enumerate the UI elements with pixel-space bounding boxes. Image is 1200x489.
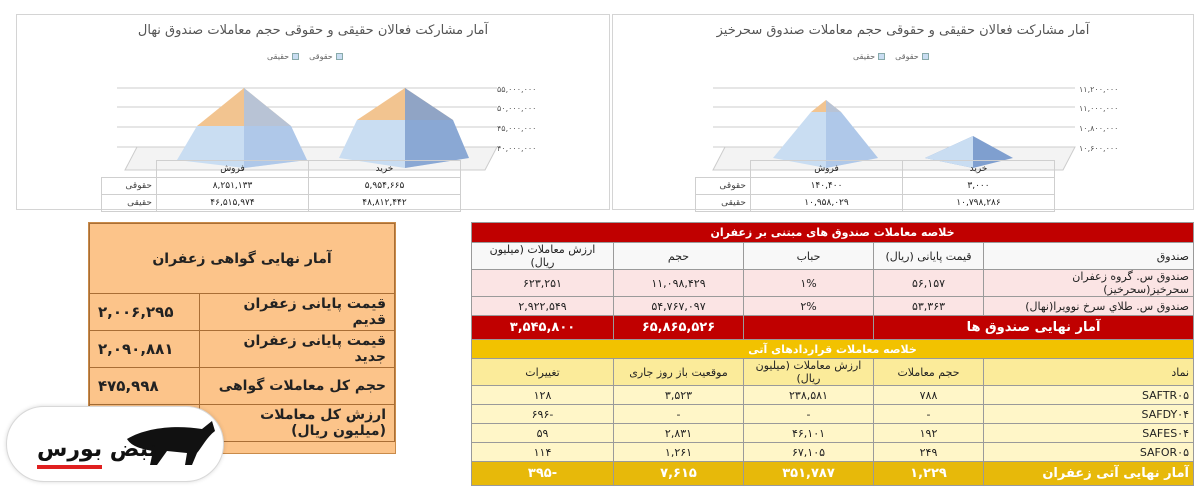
y-tick: ۱۱,۰۰۰,۰۰۰ xyxy=(1079,104,1119,113)
y-tick: ۱۰,۶۰۰,۰۰۰ xyxy=(1079,144,1119,153)
row-label: قیمت پایانی زعفران جدید xyxy=(200,331,395,368)
col-header: حجم معاملات xyxy=(874,359,984,386)
legend-item: حقوقی xyxy=(309,52,333,61)
chart-panel-nahal xyxy=(16,14,610,210)
cell: ۳,۰۰۰ xyxy=(903,178,1055,195)
funds-title: خلاصه معاملات صندوق های مبتنی بر زعفران xyxy=(472,223,1194,243)
funds-futures-table xyxy=(471,222,1194,486)
col-header: ارزش معاملات (میلیون ریال) xyxy=(744,359,874,386)
brand-logo xyxy=(6,406,224,482)
col-header: صندوق xyxy=(984,243,1194,270)
futures-title: خلاصه معاملات قراردادهای آتی xyxy=(472,340,1194,359)
col-header: قیمت پایانی (ریال) xyxy=(874,243,984,270)
table-row: SAFOR۰۵ ۲۴۹ ۶۷,۱۰۵ ۱,۲۶۱ ۱۱۴ xyxy=(472,443,1194,462)
col-header: موقعیت باز روز جاری xyxy=(614,359,744,386)
category-label: فروش xyxy=(157,161,309,178)
legend-item: حقوقی xyxy=(895,52,919,61)
row-label: حجم کل معاملات گواهی xyxy=(200,368,395,405)
col-header: نماد xyxy=(984,359,1194,386)
row-label: حقیقی xyxy=(102,195,157,212)
row-value: ۴۷۵,۹۹۸ xyxy=(90,368,200,405)
logo-text: نبض بورس xyxy=(37,437,157,462)
table-row: صندوق س. گروه زعفران سحرخیز(سحرخیز) ۵۶,۱۵۷ ۱% ۱۱,۰۹۸,۴۲۹ ۶۲۳,۲۵۱ xyxy=(472,270,1194,297)
table-row: صندوق س. طلاي سرخ نوويرا(نهال) ۵۳,۳۶۳ ۲% ۵۴,۷۶۷,۰۹۷ ۲,۹۲۲,۵۴۹ xyxy=(472,297,1194,316)
cell: ۸,۲۵۱,۱۳۳ xyxy=(157,178,309,195)
y-tick: ۵۰,۰۰۰,۰۰۰ xyxy=(497,104,537,113)
chart-title: آمار مشارکت فعالان حقیقی و حقوقی حجم معاملات صندوق نهال xyxy=(137,23,489,38)
cell: ۱۰,۷۹۸,۲۸۶ xyxy=(903,195,1055,212)
logo-underline xyxy=(37,465,102,469)
cell: ۱۰,۹۵۸,۰۲۹ xyxy=(751,195,903,212)
cell: ۴۸,۸۱۲,۴۴۲ xyxy=(309,195,461,212)
category-label: خرید xyxy=(309,161,461,178)
row-value: ۲,۰۰۶,۲۹۵ xyxy=(90,294,200,331)
row-label: حقوقی xyxy=(696,178,751,195)
chart-legend xyxy=(853,52,929,61)
row-label: ارزش کل معاملات (میلیون ریال) xyxy=(200,405,395,442)
y-tick: ۱۰,۸۰۰,۰۰۰ xyxy=(1079,124,1119,133)
cell: ۱۴۰,۴۰۰ xyxy=(751,178,903,195)
certificate-title: آمار نهایی گواهی زعفران xyxy=(90,224,395,294)
legend-item: حقیقی xyxy=(267,52,290,61)
chart-title: آمار مشارکت فعالان حقیقی و حقوقی حجم معاملات صندوق سحرخیز xyxy=(716,23,1090,38)
y-tick: ۵۵,۰۰۰,۰۰۰ xyxy=(497,85,537,94)
row-label: قیمت پایانی زعفران قدیم xyxy=(200,294,395,331)
cell: ۴۶,۵۱۵,۹۷۴ xyxy=(157,195,309,212)
y-tick: ۱۱,۲۰۰,۰۰۰ xyxy=(1079,85,1119,94)
y-tick: ۴۵,۰۰۰,۰۰۰ xyxy=(497,124,537,133)
chart-legend xyxy=(267,52,343,61)
chart-data-table xyxy=(695,160,1055,212)
futures-total-row: آمار نهایی آتی زعفران ۱,۲۲۹ ۳۵۱,۷۸۷ ۷,۶۱۵ -۳۹۵ xyxy=(472,462,1194,486)
col-header: حباب xyxy=(744,243,874,270)
cell: ۵,۹۵۴,۶۶۵ xyxy=(309,178,461,195)
funds-total-row: آمار نهایی صندوق ها ۶۵,۸۶۵,۵۲۶ ۳,۵۴۵,۸۰۰ xyxy=(472,316,1194,340)
table-row: SAFDY۰۴ - - - -۶۹۶ xyxy=(472,405,1194,424)
row-label: حقیقی xyxy=(696,195,751,212)
category-label: خرید xyxy=(903,161,1055,178)
category-label: فروش xyxy=(751,161,903,178)
legend-item: حقیقی xyxy=(853,52,876,61)
col-header: تغییرات xyxy=(472,359,614,386)
row-value: ۲,۰۹۰,۸۸۱ xyxy=(90,331,200,368)
table-row: SAFES۰۴ ۱۹۲ ۴۶,۱۰۱ ۲,۸۳۱ ۵۹ xyxy=(472,424,1194,443)
table-row: SAFTR۰۵ ۷۸۸ ۲۳۸,۵۸۱ ۳,۵۲۳ ۱۲۸ xyxy=(472,386,1194,405)
chart-panel-saharkhiz xyxy=(612,14,1194,210)
col-header: ارزش معاملات (میلیون ریال) xyxy=(472,243,614,270)
col-header: حجم xyxy=(614,243,744,270)
y-tick: ۴۰,۰۰۰,۰۰۰ xyxy=(497,144,537,153)
row-label: حقوقی xyxy=(102,178,157,195)
chart-data-table xyxy=(101,160,461,212)
